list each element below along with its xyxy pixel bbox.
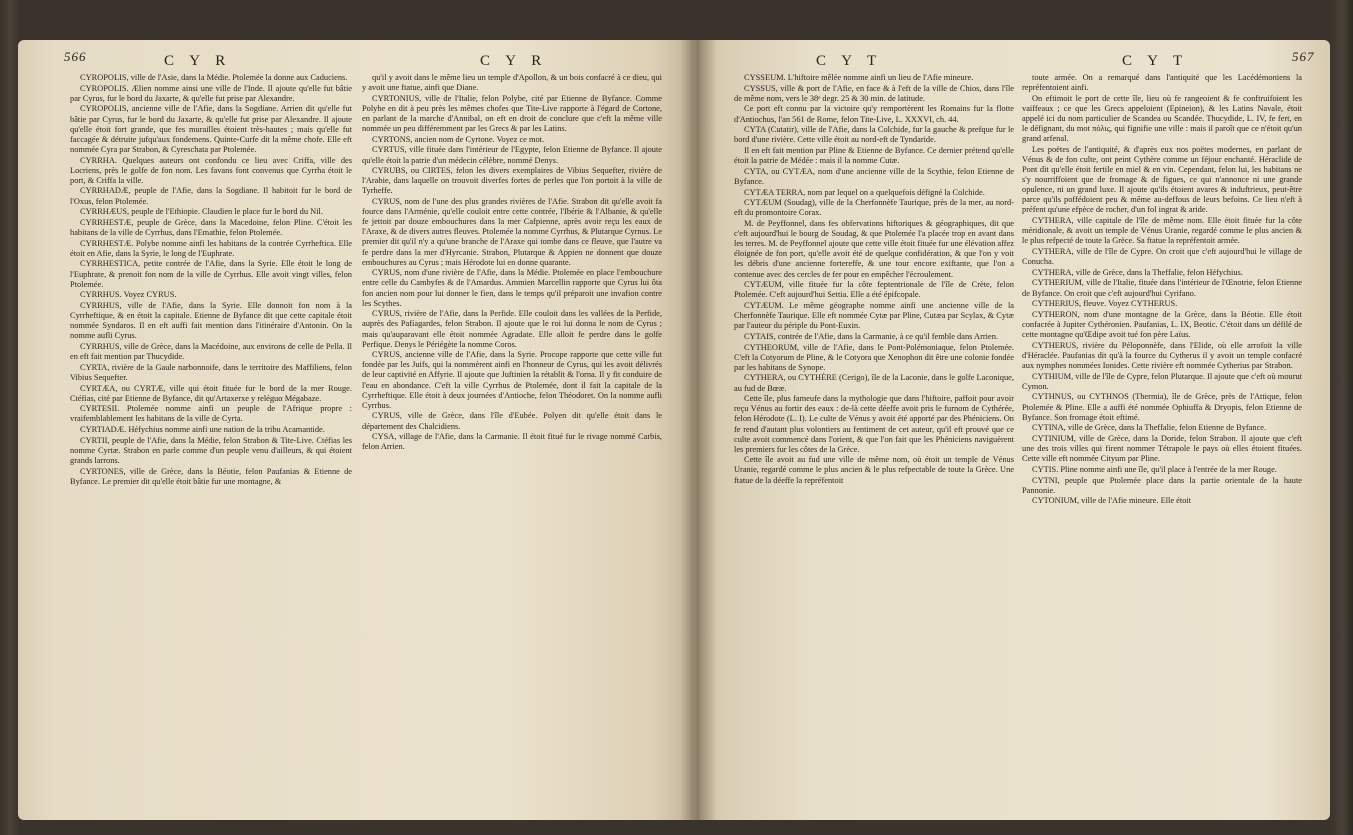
page-number: 566 bbox=[64, 49, 87, 64]
dictionary-entry: toute armée. On a remarqué dans l'antiquité que les Lacédémoniens la repréfentoient ainfi. bbox=[1022, 73, 1302, 93]
running-head: C Y T bbox=[816, 53, 883, 69]
dictionary-entry: On eftimoit le port de cette île, lieu où fe rangeoient & fe conftruifoient les vaiffeaux ; ce que les Grecs appeloient (Epineion), & les Latins Navale, étoit appelé ici du nom particulier de Scandea ou Scandée. Thucydide, L. IV, fe fert, en le défignant, du mot πόλις, qui fignifie une ville : mais il paroît que ce n'étoit qu'un grand arfenal. bbox=[1022, 93, 1302, 144]
dictionary-entry: CYTNI, peuple que Ptolemée place dans la partie orientale de la haute Pannonie. bbox=[1022, 475, 1302, 495]
dictionary-entry: Cette île avoit au fud une ville de même nom, où étoit un temple de Vénus Uranie, regardé comme le plus ancien & le plus refpectable de toute la Grèce. Une ftatue de la déeffe la repréfentoit bbox=[734, 455, 1014, 485]
dictionary-entry: CYTHERUS, rivière du Péloponnèfe, dans l'Elide, où elle arrofoit la ville d'Héraclée. Paufanias dit qu'à la fource du Cytherus il y avoit un temple confacré aux nymphes nommées Ionides. Cette rivière eft nommée Cytherius par Strabon. bbox=[1022, 340, 1302, 370]
dictionary-entry: CYROPOLIS. Ælien nomme ainsi une ville de l'Inde. Il ajoute qu'elle fut bâtie par Cyrus, fur le bord du Jaxarte, & qu'elle fut prise par Alexandre. bbox=[70, 83, 352, 103]
dictionary-entry: CYRTIADÆ. Héfychius nomme ainfi une nation de la tribu Acamantide. bbox=[80, 425, 325, 435]
dictionary-entry: CYRTA, rivière de la Gaule narbonnoife, dans le territoire des Maffiliens, felon Vibius Sequefter. bbox=[70, 362, 352, 382]
text-column bbox=[362, 73, 662, 812]
dictionary-entry: CYRUS, ville de Grèce, dans l'île d'Eubée. Polyen dit qu'elle étoit dans le département des Chalcidiens. bbox=[362, 411, 662, 431]
running-head: C Y T bbox=[1122, 53, 1189, 69]
running-head: C Y R bbox=[164, 53, 232, 69]
dictionary-entry: CYSSUS, ville & port de l'Afie, en face & à l'eft de la ville de Chios, dans l'île de même nom, vers le 38ᵉ degr. 25 & 30 min. de latitude. bbox=[734, 83, 1014, 103]
running-head: C Y R bbox=[480, 53, 548, 69]
dictionary-entry: CYRUS, nom d'une rivière de l'Afie, dans la Médie. Ptolemée en place l'embouchure entre celle du Cambyfes & de l'Amardus. Ammien Marcellin rapporte que Cyrus lui ôta fon ancien nom pour lui donner le fien, dans le temps qu'il préparoit une invafion contre les Scythes. bbox=[362, 268, 662, 308]
dictionary-entry: M. de Peyffonnel, dans fes obfervations hiftoriques & géographiques, dit que c'eft aujourd'hui le bourg de Soudag, & que Ptolemée l'a placée trop en avant dans les terres. M. de Peyffonnel ajoute que cette ville étoit fituée fur une élévation affez éloignée de fon port, qu'elle avoit été de quelque confidération, & que l'on y voit les débris d'une ancienne fortereffe, & une tour encore exiftante, que l'on a contenue avec des cercles de fer pour en empêcher l'écroulement. bbox=[734, 219, 1014, 279]
text-column bbox=[1022, 73, 1302, 812]
page-number: 567 bbox=[1292, 49, 1315, 64]
dictionary-entry: CYTA (Cutatir), ville de l'Afie, dans la Colchide, fur la gauche & prefque fur le bord d'une rivière. Cette ville étoit au nord-eft de Tyndaride. bbox=[734, 125, 1014, 145]
dictionary-entry: CYTHERIUM, ville de l'Italie, fituée dans l'intérieur de l'Œnotrie, felon Etienne de Byfance. On croit que c'eft aujourd'hui Cyrifano. bbox=[1022, 278, 1302, 298]
dictionary-entry: Cette île, plus fameufe dans la mythologie que dans l'hiftoire, paffoit pour avoir reçu Vénus au fortir des eaux : de-là cette déeffe avoit pris le furnom de Cythérée, felon Hérodote (L. I). Le culte de Vénus y avoit été apporté par des Phéniciens. On fe rend d'autant plus volontiers au fentiment de cet auteur, qu'il eft prouvé que ce culte avoit commencé dans l'orient, & que l'on fait que les Phéniciens naviguèrent les premiers fur les côtes de la Grèce. bbox=[734, 394, 1014, 454]
dictionary-entry: CYTIS. Pline nomme ainfi une île, qu'il place à l'entrée de la mer Rouge. bbox=[1032, 464, 1277, 474]
dictionary-entry: Il en eft fait mention par Pline & Etienne de Byfance. Ce dernier prétend qu'elle étoit la patrie de Médée : mais il la nomme Cutæ. bbox=[734, 146, 1014, 166]
right-page bbox=[690, 40, 1330, 820]
dictionary-entry: CYTHIUM, ville de l'île de Cypre, felon Plutarque. Il ajoute que c'eft où mourut Cymon. bbox=[1022, 371, 1302, 391]
dictionary-entry: CYTAIS, contrée de l'Afie, dans la Carmanie, à ce qu'il femble dans Arrien. bbox=[744, 331, 998, 341]
dictionary-entry: CYTINA, ville de Grèce, dans la Theffalie, felon Etienne de Byfance. bbox=[1032, 423, 1267, 433]
dictionary-entry: CYRTII, peuple de l'Afie, dans la Médie, felon Strabon & Tite-Live. Ctéfias les nomme Cyrtæ. Strabon en parle comme d'un peuple venu d'ailleurs, & qui étoient grands larrons. bbox=[70, 435, 352, 465]
dictionary-entry: CYRUS, nom de l'une des plus grandes rivières de l'Afie. Strabon dit qu'elle avoit fa fource dans l'Arménie, qu'elle couloit entre cette contrée, l'Ibérie & l'Albanie, & qu'elle fe jettoit par douze embouchures dans la mer Cafpienne, après avoir reçu les eaux de l'Araxe, & de divers autres fleuves. Ptolemée la nomme Cyrrhus, & Plutarque Cyrnus. Le premier dit qu'il n'y a qu'une branche de l'Araxe qui tombe dans ce fleuve, que l'autre va fe perdre dans la mer d'Hyrcanie. Strabon, Plutarque & Appien ne donnent que douze embouchures au Cyrus ; mais Hérodote lui en donne quarante. bbox=[362, 197, 662, 267]
dictionary-entry: CYTHEORUM, ville de l'Afie, dans le Pont-Polémoniaque, felon Ptolemée. C'eft la Cotyorum de Pline, & le Cotyora que Xenophon dit être une colonie fondée par les habitans de Synope. bbox=[734, 342, 1014, 372]
dictionary-entry: CYTA, ou CYTÆA, nom d'une ancienne ville de la Scythie, felon Etienne de Byfance. bbox=[734, 166, 1014, 186]
dictionary-entry: CYRRHUS. Voyez CYRUS. bbox=[80, 290, 177, 300]
dictionary-entry: CYRRHESTÆ. Polybe nomme ainfi les habitans de la contrée Cyrrheftica. Elle étoit en Afie, dans la Syrie, le long de l'Euphrate. bbox=[70, 238, 352, 258]
dictionary-entry: CYRRHESTICA, petite contrée de l'Afie, dans la Syrie. Elle étoit le long de l'Euphrate, & prenoit fon nom de la ville de Cyrrhus. Elle avoit vingt villes, felon Ptolemée. bbox=[70, 259, 352, 289]
left-page bbox=[18, 40, 708, 820]
dictionary-entry: CYTHERA, ville capitale de l'île de même nom. Elle étoit fituée fur la côte méridionale, & avoit un temple de Vénus Uranie, regardé comme le plus ancien & le plus refpecté de toute la Grèce. Sa ftatue la repréfentoit armée. bbox=[1022, 216, 1302, 246]
dictionary-entry: CYTHERA, ville de Grèce, dans la Theffalie, felon Héfychius. bbox=[1032, 267, 1243, 277]
dictionary-entry: CYTONIUM, ville de l'Afie mineure. Elle étoit bbox=[1032, 496, 1192, 506]
dictionary-entry: CYTHNUS, ou CYTHNOS (Thermia), île de Grèce, près de l'Attique, felon Ptolemée & Pline. Elle a auffi été nommée Ophiuffa & Dryopis, felon Etienne de Byfance. Son fromage étoit eftimé. bbox=[1022, 392, 1302, 422]
dictionary-entry: CYTINIUM, ville de Grèce, dans la Doride, felon Strabon. Il ajoute que c'eft une des trois villes qui firent nommer Tétrapole le pays où elles étoient fituées. Cette ville eft nommée Cityum par Pline. bbox=[1022, 434, 1302, 464]
dictionary-entry: CYRTESII. Ptolemée nomme ainfi un peuple de l'Afrique propre : vraifemblablement les habitans de la ville de Cyrta. bbox=[70, 404, 352, 424]
dictionary-entry: CYSSEUM. L'hiftoire mêlée nomme ainfi un lieu de l'Afie mineure. bbox=[744, 73, 974, 82]
dictionary-entry: Les poëtes de l'antiquité, & d'après eux nos poëtes modernes, en parlant de Vénus & de fon culte, ont peint Cythère comme un féjour enchanté. Héraclide de Pont dit qu'elle étoit fertile en miel & en vin. Cependant, felon lui, les habitans ne s'y nourriffoient que de fromage & de figues, ce qui n'annonce ni une grande opulence, ni un grand luxe. Il ajoute qu'ils étoient avares & induftrieux, peut-être parce qu'ils poffédoient peu & même au-deffous de leurs befoins. Ce lieu n'eft à préfent qu'une efpèce de rocher, d'un fol ingrat & aride. bbox=[1022, 144, 1302, 215]
dictionary-entry: CYRRHUS, ville de Grèce, dans la Macédoine, aux environs de celle de Pella. Il en eft fait mention par Thucydide. bbox=[70, 341, 352, 362]
dictionary-entry: CYSA, village de l'Afie, dans la Carmanie. Il étoit fitué fur le rivage nommé Carbis, felon Arrien. bbox=[362, 432, 662, 452]
text-column bbox=[734, 73, 1014, 812]
dictionary-entry: CYRRHUS, ville de l'Afie, dans la Syrie. Elle donnoit fon nom à la Cyrrheftique, & en étoit la capitale. Etienne de Byfance dit que cette capitale étoit nommée Syndaros. Il en eft auffi fait mention dans l'itinéraire d'Antonin. On la nomme aufli Cyrus. bbox=[70, 301, 352, 341]
dictionary-entry: CYRRHADÆ, peuple de l'Afie, dans la Sogdiane. Il habitoit fur le bord de l'Oxus, felon Ptolemée. bbox=[70, 186, 352, 206]
dictionary-entry: Ce port eft connu par la victoire qu'y remportèrent les Romains fur la flotte d'Antiochus, l'an 561 de Rome, felon Tite-Live, L. XXXVI, ch. 44. bbox=[734, 104, 1014, 124]
dictionary-entry: CYRTÆA, ou CYRTÆ, ville qui étoit fituée fur le bord de la mer Rouge. Ctéfias, cité par Etienne de Byfance, dit qu'Artaxerxe y reléguα Mégabaze. bbox=[70, 383, 352, 403]
dictionary-entry: CYRRHA. Quelques auteurs ont confondu ce lieu avec Criffa, ville des Locriens, près le golfe de fon nom. Les favans font convenus que Cyrrha étoit le port, & Criffa la ville. bbox=[70, 155, 352, 185]
dictionary-entry: CYRUBS, ou CIRTES, felon les divers exemplaires de Vibius Sequefter, rivière de l'Arabie, dans laquelle on trouvoit diverfes fortes de perles que l'on portoit à la ville de Tyrheffe. bbox=[362, 166, 662, 196]
dictionary-entry: qu'il y avoit dans le même lieu un temple d'Apollon, & un bois confacré à ce dieu, qui y avoit une ftatue, ainfi que Diane. bbox=[362, 73, 662, 93]
dictionary-entry: CYROPOLIS, ancienne ville de l'Afie, dans la Sogdiane. Arrien dit qu'elle fut bâtie par Cyrus, fur le bord du Jaxarte, & qu'elle fut prise par Alexandre. Il ajoute qu'elle étoit fort grande, que fes murailles étoient très-hautes ; mais qu'elle fut faccagée & détruite jufqu'aux fondemens. Quinte-Curfe dit la même chofe. Elle eft nommée Cyra par Strabon, & Cyreschata par Ptolemée. bbox=[70, 104, 352, 154]
dictionary-entry: CYTÆUM, ville fituée fur la côte feptentrionale de l'île de Crète, felon Ptolemée. C'eft aujourd'hui Settia. Elle a été épifcopale. bbox=[734, 280, 1014, 300]
dictionary-entry: CYRRHÆUS, peuple de l'Ethiopie. Claudien le place fur le bord du Nil. bbox=[80, 207, 323, 217]
dictionary-entry: CYTHERA, ville de l'île de Cypre. On croit que c'eft aujourd'hui le village de Conucha. bbox=[1022, 246, 1302, 267]
dictionary-entry: CYTÆUM (Soudag), ville de la Cherfonnèfe Taurique, près de la mer, au nord-eft du promontoire Corax. bbox=[734, 198, 1014, 218]
dictionary-entry: CYRTUS, ville fituée dans l'intérieur de l'Egypte, felon Etienne de Byfance. Il ajoute qu'elle étoit la patrie d'un médecin célèbre, nommé Denys. bbox=[362, 145, 662, 165]
dictionary-entry: CYTHERA, ou CYTHÈRE (Cerigo), île de la Laconie, dans le golfe Laconique, au fud de Bœæ. bbox=[734, 373, 1014, 393]
dictionary-entry: CYTÆA TERRA, nom par lequel on a quelquefois défigné la Colchide. bbox=[744, 187, 985, 197]
dictionary-entry: CYRTONES, ville de Grèce, dans la Béotie, felon Paufanias & Etienne de Byfance. Le premier dit qu'elle étoit bâtie fur une montagne, & bbox=[70, 466, 352, 486]
dictionary-entry: CYTHERON, nom d'une montagne de la Grèce, dans la Béotie. Elle étoit confacrée à Jupiter Cythéronien. Paufanias, L. IX, Beotic. C'étoit dans un défilé de cette montagne qu'Œdipe avoit tué fon père Laïus. bbox=[1022, 309, 1302, 340]
dictionary-entry: CYRTONIUS, ville de l'Italie, felon Polybe, cité par Etienne de Byfance. Comme Polybe en dit à peu près les mêmes chofes que Tite-Live rapporte à l'égard de Cortone, en parlant de la marche d'Annibal, on eft en droit de conclure que c'eft la même ville nommée un peu différemment par les Grecs & par les Latins. bbox=[362, 93, 662, 134]
dictionary-entry: CYTHERIUS, fleuve. Voyez CYTHERUS. bbox=[1032, 299, 1178, 309]
dictionary-entry: CYRUS, ancienne ville de l'Afie, dans la Syrie. Procope rapporte que cette ville fut fondée par les Juifs, qui la nommèrent ainfi en l'honneur de Cyrus, qui les avoit délivrés de leur captivité en Affyrie. Il ajoute que Juftinien la rétablit & l'orna. Il y fit conduire de l'eau en abondance. C'eft la ville Cyrrhus de Ptolemée, dont il fait la capitale de la Cyrrheftique. Elle étoit à deux journées d'Antioche, felon Théodoret. On la nomme aufli Cyrrhus. bbox=[362, 350, 662, 410]
dictionary-entry: CYRTONS, ancien nom de Cyrtone. Voyez ce mot. bbox=[372, 134, 545, 144]
dictionary-entry: CYROPOLIS, ville de l'Asie, dans la Médie. Ptolemée la donne aux Caduciens. bbox=[80, 73, 348, 82]
text-column bbox=[70, 73, 352, 812]
dictionary-entry: CYRUS, rivière de l'Afie, dans la Perfide. Elle couloit dans les vallées de la Perfide, auprès des Pafíagardes, felon Strabon. Il ajoute que le roi lui donna le nom de Cyrus ; mais qu'auparavant elle étoit nommée Agradate. Elle alloit fe perdre dans le golfe Perfique. Denys le Périégète la nomme Coros. bbox=[362, 309, 662, 349]
dictionary-entry: CYRRHESTÆ, peuple de Grèce, dans la Macedoine, felon Pline. C'étoit les habitans de la ville de Cyrrhus, dans l'Emathie, felon Ptolemée. bbox=[70, 217, 352, 237]
dictionary-entry: CYTÆUM. Le même géographe nomme ainfi une ancienne ville de la Cherfonnèfe Taurique. Elle eft nommée Cytæ par Pline, Cutæa par Scylax, & Cytæ par l'auteur du périple du Pont-Euxin. bbox=[734, 301, 1014, 331]
